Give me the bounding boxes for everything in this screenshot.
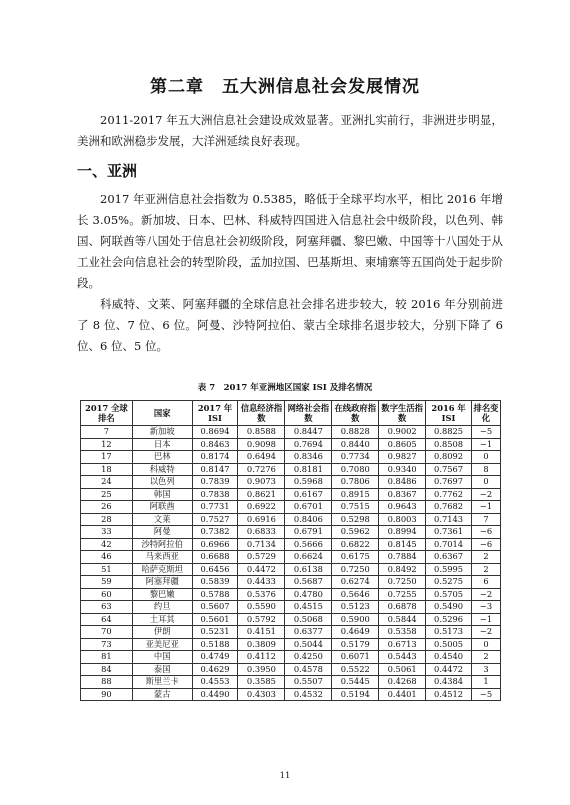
table-cell: 中国 bbox=[132, 651, 192, 664]
table-cell: 0.5666 bbox=[285, 538, 332, 551]
table-cell: 0.4472 bbox=[426, 663, 472, 676]
table-cell: −3 bbox=[472, 601, 501, 614]
table-cell: 0.8694 bbox=[192, 426, 238, 439]
table-cell: 60 bbox=[81, 588, 133, 601]
table-cell: 25 bbox=[81, 488, 133, 501]
table-cell: 0.7731 bbox=[192, 501, 238, 514]
table-cell: 哈萨克斯坦 bbox=[132, 563, 192, 576]
table-cell: 约旦 bbox=[132, 601, 192, 614]
table-row bbox=[81, 426, 501, 439]
table-cell: 0 bbox=[472, 476, 501, 489]
table-cell: 0.5358 bbox=[379, 626, 426, 639]
table-cell: 0.4629 bbox=[192, 663, 238, 676]
table-cell: 59 bbox=[81, 576, 133, 589]
table-cell: 土耳其 bbox=[132, 613, 192, 626]
table-cell: 0.8174 bbox=[192, 451, 238, 464]
table-cell: −6 bbox=[472, 538, 501, 551]
table-cell: 0.7250 bbox=[379, 576, 426, 589]
table-cell: −1 bbox=[472, 613, 501, 626]
table-cell: 0.5490 bbox=[426, 601, 472, 614]
table-cell: 63 bbox=[81, 601, 133, 614]
table-row bbox=[81, 676, 501, 689]
table-cell: 0.9827 bbox=[379, 451, 426, 464]
table-cell: 0 bbox=[472, 451, 501, 464]
table-cell: 阿联酋 bbox=[132, 501, 192, 514]
table-cell: 64 bbox=[81, 613, 133, 626]
table-cell: 0.5522 bbox=[332, 663, 379, 676]
table-cell: 0.8486 bbox=[379, 476, 426, 489]
table-cell: 马来西亚 bbox=[132, 551, 192, 564]
table-cell: 阿塞拜疆 bbox=[132, 576, 192, 589]
table-cell: 0.4112 bbox=[238, 651, 285, 664]
table-cell: 0.8145 bbox=[379, 538, 426, 551]
table-cell: 0.8994 bbox=[379, 526, 426, 539]
table-cell: 0.6494 bbox=[238, 451, 285, 464]
table-cell: 90 bbox=[81, 688, 133, 701]
table-row bbox=[81, 513, 501, 526]
table-cell: 0.8367 bbox=[379, 488, 426, 501]
table-cell: 24 bbox=[81, 476, 133, 489]
table-cell: 0.5601 bbox=[192, 613, 238, 626]
table-row bbox=[81, 476, 501, 489]
table-cell: 0.7697 bbox=[426, 476, 472, 489]
table-cell: 0.5298 bbox=[332, 513, 379, 526]
table-cell: 0.4303 bbox=[238, 688, 285, 701]
table-cell: 0.3950 bbox=[238, 663, 285, 676]
table-cell: 0.4540 bbox=[426, 651, 472, 664]
table-cell: 0.5968 bbox=[285, 476, 332, 489]
table-cell: 2 bbox=[472, 563, 501, 576]
table-cell: 0 bbox=[472, 638, 501, 651]
table-cell: −2 bbox=[472, 588, 501, 601]
table-cell: 0.8605 bbox=[379, 438, 426, 451]
table-caption: 表 7 2017 年亚洲地区国家 ISI 及排名情况 bbox=[197, 383, 373, 393]
column-header: 在线政府指数 bbox=[332, 401, 379, 426]
table-cell: 73 bbox=[81, 638, 133, 651]
column-header: 信息经济指数 bbox=[238, 401, 285, 426]
table-cell: 0.7255 bbox=[379, 588, 426, 601]
table-row bbox=[81, 626, 501, 639]
table-row bbox=[81, 488, 501, 501]
table-cell: 0.5231 bbox=[192, 626, 238, 639]
table-cell: 0.4512 bbox=[426, 688, 472, 701]
column-header: 2017 年 ISI bbox=[192, 401, 238, 426]
table-cell: −2 bbox=[472, 488, 501, 501]
table-cell: 科威特 bbox=[132, 463, 192, 476]
table-cell: 0.5729 bbox=[238, 551, 285, 564]
table-cell: −1 bbox=[472, 501, 501, 514]
table-row bbox=[81, 451, 501, 464]
table-header-row bbox=[81, 401, 501, 426]
table-cell: 0.9340 bbox=[379, 463, 426, 476]
table-row bbox=[81, 613, 501, 626]
table-cell: 0.8463 bbox=[192, 438, 238, 451]
table-cell: 0.6822 bbox=[332, 538, 379, 551]
table-cell: 0.5995 bbox=[426, 563, 472, 576]
table-cell: 亚美尼亚 bbox=[132, 638, 192, 651]
table-cell: 0.7734 bbox=[332, 451, 379, 464]
table-cell: 0.6071 bbox=[332, 651, 379, 664]
table-cell: 0.7515 bbox=[332, 501, 379, 514]
table-cell: 0.5005 bbox=[426, 638, 472, 651]
table-cell: 0.9073 bbox=[238, 476, 285, 489]
table-cell: 0.8147 bbox=[192, 463, 238, 476]
table-cell: 0.7134 bbox=[238, 538, 285, 551]
table-cell: −1 bbox=[472, 438, 501, 451]
table-cell: 0.4151 bbox=[238, 626, 285, 639]
table-cell: 28 bbox=[81, 513, 133, 526]
table-cell: 0.6713 bbox=[379, 638, 426, 651]
column-header: 2017 全球排名 bbox=[81, 401, 133, 426]
table-cell: 0.6624 bbox=[285, 551, 332, 564]
table-cell: 0.3809 bbox=[238, 638, 285, 651]
table-cell: 0.4490 bbox=[192, 688, 238, 701]
table-row bbox=[81, 601, 501, 614]
table-cell: 0.5068 bbox=[285, 613, 332, 626]
table-cell: −5 bbox=[472, 688, 501, 701]
table-cell: 0.7143 bbox=[426, 513, 472, 526]
table-cell: 46 bbox=[81, 551, 133, 564]
asia-paragraph-1: 2017 年亚洲信息社会指数为 0.5385，略低于全球平均水平，相比 2016 年增长 3.05%。新加坡、日本、巴林、科威特四国进入信息社会中级阶段，以色列、韩国、阿联酋等八国处于信息社会初级阶段，阿塞拜疆、黎巴嫩、中国等十八国处于从工业社会向信息社会的转型阶段，孟加拉国、巴基斯坦、柬埔寨等五国尚处于起步阶段。 bbox=[77, 192, 503, 290]
table-cell: 0.4578 bbox=[285, 663, 332, 676]
table-cell: 0.6367 bbox=[426, 551, 472, 564]
asia-isi-table bbox=[80, 400, 501, 701]
table-cell: 0.7276 bbox=[238, 463, 285, 476]
table-cell: 17 bbox=[81, 451, 133, 464]
table-cell: 0.5788 bbox=[192, 588, 238, 601]
table-body bbox=[81, 426, 501, 701]
table-cell: 1 bbox=[472, 676, 501, 689]
table-cell: 0.6878 bbox=[379, 601, 426, 614]
table-row bbox=[81, 563, 501, 576]
table-cell: 斯里兰卡 bbox=[132, 676, 192, 689]
table-row bbox=[81, 576, 501, 589]
table-cell: 0.5275 bbox=[426, 576, 472, 589]
table-cell: 88 bbox=[81, 676, 133, 689]
table-cell: 0.6456 bbox=[192, 563, 238, 576]
table-cell: −6 bbox=[472, 526, 501, 539]
table-cell: 0.5123 bbox=[332, 601, 379, 614]
table-cell: 33 bbox=[81, 526, 133, 539]
table-cell: 0.8447 bbox=[285, 426, 332, 439]
table-cell: 26 bbox=[81, 501, 133, 514]
table-cell: 81 bbox=[81, 651, 133, 664]
table-cell: 0.7382 bbox=[192, 526, 238, 539]
table-cell: 2 bbox=[472, 551, 501, 564]
column-header: 数字生活指数 bbox=[379, 401, 426, 426]
table-cell: 0.5188 bbox=[192, 638, 238, 651]
table-cell: 0.3585 bbox=[238, 676, 285, 689]
chapter-number: 第二章 bbox=[150, 77, 204, 97]
table-cell: 0.4780 bbox=[285, 588, 332, 601]
table-cell: 0.6791 bbox=[285, 526, 332, 539]
table-cell: 0.9002 bbox=[379, 426, 426, 439]
table-cell: 0.7527 bbox=[192, 513, 238, 526]
table-cell: 0.6167 bbox=[285, 488, 332, 501]
table-cell: 0.5839 bbox=[192, 576, 238, 589]
table-cell: 0.5179 bbox=[332, 638, 379, 651]
table-cell: 0.6688 bbox=[192, 551, 238, 564]
table-cell: 新加坡 bbox=[132, 426, 192, 439]
table-cell: 0.8440 bbox=[332, 438, 379, 451]
table-cell: 0.5590 bbox=[238, 601, 285, 614]
table-cell: 0.4749 bbox=[192, 651, 238, 664]
table-cell: 黎巴嫩 bbox=[132, 588, 192, 601]
table-cell: 0.4515 bbox=[285, 601, 332, 614]
table-cell: 0.4268 bbox=[379, 676, 426, 689]
table-cell: 0.5044 bbox=[285, 638, 332, 651]
table-cell: 0.5376 bbox=[238, 588, 285, 601]
table-cell: 0.8825 bbox=[426, 426, 472, 439]
table-cell: 0.5173 bbox=[426, 626, 472, 639]
table-cell: 0.6916 bbox=[238, 513, 285, 526]
table-cell: 巴林 bbox=[132, 451, 192, 464]
table-row bbox=[81, 651, 501, 664]
table-cell: 0.8828 bbox=[332, 426, 379, 439]
table-cell: 42 bbox=[81, 538, 133, 551]
page-number: 11 bbox=[279, 771, 291, 781]
table-cell: 8 bbox=[472, 463, 501, 476]
table-cell: 0.8406 bbox=[285, 513, 332, 526]
table-cell: 0.6966 bbox=[192, 538, 238, 551]
table-cell: −2 bbox=[472, 626, 501, 639]
table-row bbox=[81, 663, 501, 676]
table-cell: 0.7762 bbox=[426, 488, 472, 501]
table-cell: 日本 bbox=[132, 438, 192, 451]
table-cell: 0.8492 bbox=[379, 563, 426, 576]
table-cell: 0.9098 bbox=[238, 438, 285, 451]
table-cell: 0.4250 bbox=[285, 651, 332, 664]
table-cell: 18 bbox=[81, 463, 133, 476]
section-title: 一、亚洲 bbox=[77, 162, 138, 180]
asia-paragraph-2: 科威特、文莱、阿塞拜疆的全球信息社会排名进步较大，较 2016 年分别前进了 8 位、7 位、6 位。阿曼、沙特阿拉伯、蒙古全球排名退步较大，分别下降了 6 位、6 位、5 位。 bbox=[77, 297, 503, 353]
table-cell: 0.7361 bbox=[426, 526, 472, 539]
table-cell: 0.8092 bbox=[426, 451, 472, 464]
table-cell: 0.4472 bbox=[238, 563, 285, 576]
table-cell: 12 bbox=[81, 438, 133, 451]
table-cell: 0.5445 bbox=[332, 676, 379, 689]
chapter-title bbox=[0, 72, 570, 97]
table-cell: 0.6701 bbox=[285, 501, 332, 514]
table-cell: 0.4433 bbox=[238, 576, 285, 589]
table-cell: 7 bbox=[472, 513, 501, 526]
table-cell: 0.8621 bbox=[238, 488, 285, 501]
column-header: 排名变化 bbox=[472, 401, 501, 426]
intro-paragraph: 2011-2017 年五大洲信息社会建设成效显著。亚洲扎实前行，非洲进步明显，美洲和欧洲稳步发展，大洋洲延续良好表现。 bbox=[77, 113, 503, 148]
table-cell: 0.7080 bbox=[332, 463, 379, 476]
table-cell: 0.5607 bbox=[192, 601, 238, 614]
table-row bbox=[81, 463, 501, 476]
table-cell: 0.5687 bbox=[285, 576, 332, 589]
table-cell: 84 bbox=[81, 663, 133, 676]
table-cell: 0.5900 bbox=[332, 613, 379, 626]
table-cell: 0.6833 bbox=[238, 526, 285, 539]
table-cell: 0.7694 bbox=[285, 438, 332, 451]
table-cell: 0.5507 bbox=[285, 676, 332, 689]
table-cell: 0.7250 bbox=[332, 563, 379, 576]
table-cell: 0.6175 bbox=[332, 551, 379, 564]
column-header: 国家 bbox=[132, 401, 192, 426]
table-cell: 6 bbox=[472, 576, 501, 589]
table-cell: 以色列 bbox=[132, 476, 192, 489]
table-cell: 0.7884 bbox=[379, 551, 426, 564]
table-row bbox=[81, 538, 501, 551]
table-cell: 0.4649 bbox=[332, 626, 379, 639]
table-cell: 0.4532 bbox=[285, 688, 332, 701]
table-cell: 0.4401 bbox=[379, 688, 426, 701]
table-cell: 0.5296 bbox=[426, 613, 472, 626]
table-cell: 0.6377 bbox=[285, 626, 332, 639]
table-row bbox=[81, 526, 501, 539]
column-header: 网络社会指数 bbox=[285, 401, 332, 426]
table-row bbox=[81, 438, 501, 451]
column-header: 2016 年 ISI bbox=[426, 401, 472, 426]
table-cell: 泰国 bbox=[132, 663, 192, 676]
table-cell: 0.5443 bbox=[379, 651, 426, 664]
table-cell: 51 bbox=[81, 563, 133, 576]
table-cell: 3 bbox=[472, 663, 501, 676]
table-cell: 0.8003 bbox=[379, 513, 426, 526]
table-cell: 0.8508 bbox=[426, 438, 472, 451]
table-cell: 沙特阿拉伯 bbox=[132, 538, 192, 551]
table-cell: 蒙古 bbox=[132, 688, 192, 701]
table-cell: 0.4553 bbox=[192, 676, 238, 689]
table-cell: 0.5844 bbox=[379, 613, 426, 626]
table-cell: 2 bbox=[472, 651, 501, 664]
table-cell: 0.7014 bbox=[426, 538, 472, 551]
table-cell: 韩国 bbox=[132, 488, 192, 501]
table-cell: 0.6138 bbox=[285, 563, 332, 576]
table-row bbox=[81, 551, 501, 564]
table-row bbox=[81, 638, 501, 651]
table-cell: 0.5962 bbox=[332, 526, 379, 539]
table-cell: 0.7838 bbox=[192, 488, 238, 501]
table-cell: 70 bbox=[81, 626, 133, 639]
table-cell: 0.9643 bbox=[379, 501, 426, 514]
table-cell: 0.6274 bbox=[332, 576, 379, 589]
table-row bbox=[81, 688, 501, 701]
table-cell: 文莱 bbox=[132, 513, 192, 526]
table-cell: 0.7682 bbox=[426, 501, 472, 514]
table-cell: 0.7839 bbox=[192, 476, 238, 489]
table-cell: 0.5061 bbox=[379, 663, 426, 676]
table-row bbox=[81, 501, 501, 514]
table-cell: 0.5705 bbox=[426, 588, 472, 601]
table-cell: 0.7806 bbox=[332, 476, 379, 489]
table-cell: 0.5194 bbox=[332, 688, 379, 701]
table-cell: 0.8346 bbox=[285, 451, 332, 464]
table-cell: −5 bbox=[472, 426, 501, 439]
table-cell: 0.8588 bbox=[238, 426, 285, 439]
table-cell: 伊朗 bbox=[132, 626, 192, 639]
table-cell: 0.8181 bbox=[285, 463, 332, 476]
table-row bbox=[81, 588, 501, 601]
table-cell: 阿曼 bbox=[132, 526, 192, 539]
table-cell: 0.8915 bbox=[332, 488, 379, 501]
table-cell: 7 bbox=[81, 426, 133, 439]
table-cell: 0.7567 bbox=[426, 463, 472, 476]
table-cell: 0.4384 bbox=[426, 676, 472, 689]
table-cell: 0.5646 bbox=[332, 588, 379, 601]
chapter-name: 五大洲信息社会发展情况 bbox=[222, 77, 420, 97]
table-cell: 0.6922 bbox=[238, 501, 285, 514]
table-cell: 0.5792 bbox=[238, 613, 285, 626]
